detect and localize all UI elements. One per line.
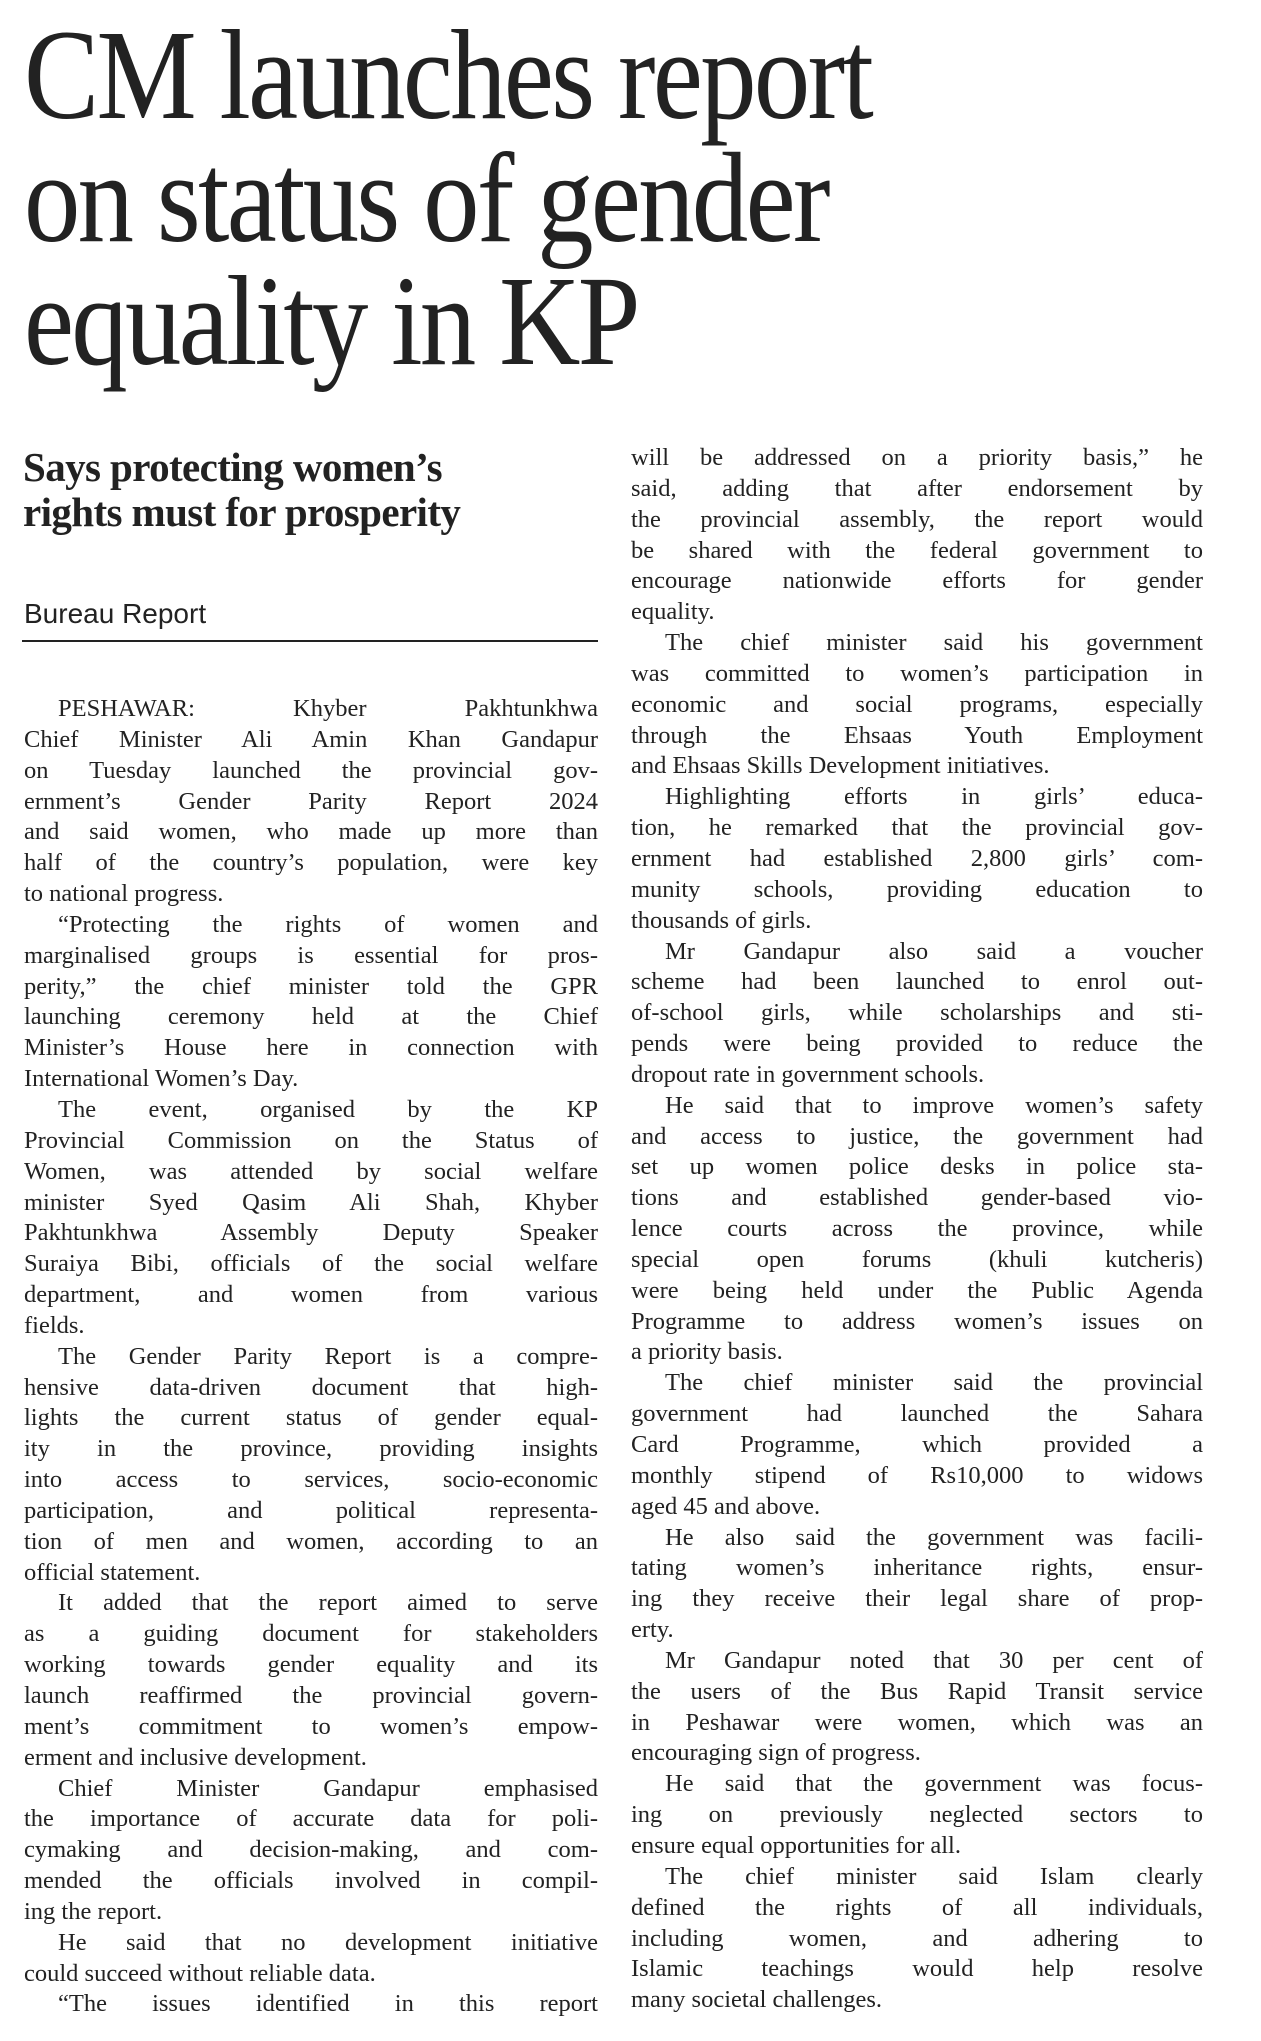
article-paragraph (631, 1862, 1203, 2016)
article-line: were being held under the Public Agenda (631, 1276, 1203, 1304)
article-line: and Ehsaas Skills Development initiatives. (631, 752, 1050, 780)
article-line: will be addressed on a priority basis,” he (631, 444, 1203, 471)
article-line: PESHAWAR: Khyber Pakhtunkhwa (58, 695, 598, 722)
article-line: He said that the government was focus- (665, 1770, 1203, 1798)
article-paragraph (24, 694, 598, 910)
article-line: set up women police desks in police sta- (631, 1153, 1203, 1181)
article-line: through the Ehsaas Youth Employment (631, 721, 1203, 749)
article-paragraph (631, 1368, 1203, 1522)
article-line: The chief minister said his government (665, 629, 1203, 657)
article-paragraph (24, 1095, 598, 1342)
article-line: Programme to address women’s issues on (631, 1307, 1203, 1335)
article-line: lence courts across the province, while (631, 1215, 1203, 1243)
article-line: monthly stipend of Rs10,000 to widows (631, 1461, 1203, 1489)
article-line: of-school girls, while scholarships and sti- (631, 999, 1203, 1027)
article-column-right (631, 443, 1203, 2016)
article-line: as a guiding document for stakeholders (24, 1620, 598, 1648)
article-line: hensive data-driven document that high- (24, 1373, 598, 1401)
article-line: erment and inclusive development. (24, 1743, 367, 1771)
article-line: and access to justice, the government had (631, 1122, 1203, 1150)
article-line: said, adding that after endorsement by (631, 474, 1203, 502)
article-paragraph (24, 1774, 598, 1928)
article-line: on Tuesday launched the provincial gov- (24, 756, 598, 784)
article-line: tion, he remarked that the provincial gov- (631, 814, 1203, 842)
article-line: encouraging sign of progress. (631, 1739, 921, 1767)
article-line: ing they receive their legal share of prop- (631, 1585, 1203, 1613)
article-line: economic and social programs, especially (631, 690, 1203, 718)
article-paragraph (24, 1928, 598, 1990)
article-line: tions and established gender-based vio- (631, 1184, 1203, 1212)
article-line: munity schools, providing education to (631, 875, 1203, 903)
article-line: minister Syed Qasim Ali Shah, Khyber (24, 1188, 598, 1216)
article-line: scheme had been launched to enrol out- (631, 968, 1203, 996)
article-line: participation, and political representa- (24, 1496, 598, 1524)
article-paragraph (631, 1523, 1203, 1646)
article-line: encourage nationwide efforts for gender (631, 567, 1203, 595)
byline: Bureau Report (24, 598, 207, 629)
article-paragraph (631, 782, 1203, 936)
article-line: The Gender Parity Report is a compre- (58, 1342, 598, 1370)
article-line: fields. (24, 1311, 85, 1339)
article-line: defined the rights of all individuals, (631, 1893, 1203, 1921)
article-line: ernment had established 2,800 girls’ com- (631, 844, 1203, 872)
article-line: Mr Gandapur noted that 30 per cent of (665, 1646, 1203, 1674)
article-paragraph (631, 443, 1203, 628)
article-paragraph (631, 628, 1203, 782)
headline-line: on status of gender (24, 127, 828, 269)
article-line: tion of men and women, according to an (24, 1527, 598, 1555)
article-line: department, and women from various (24, 1281, 598, 1309)
article-line: lights the current status of gender equal- (24, 1404, 598, 1432)
article-line: He said that to improve women’s safety (665, 1091, 1203, 1119)
article-line: ity in the province, providing insights (24, 1435, 598, 1463)
headline (24, 4, 872, 392)
article-line: ernment’s Gender Parity Report 2024 (24, 787, 598, 815)
article-line: working towards gender equality and its (24, 1651, 598, 1679)
article-line: launching ceremony held at the Chief (24, 1003, 598, 1031)
article-paragraph (24, 1588, 598, 1773)
article-paragraph (631, 1769, 1203, 1862)
headline-line: equality in KP (24, 250, 638, 392)
article-line: He also said the government was facili- (665, 1523, 1203, 1551)
article-line: the provincial assembly, the report would (631, 505, 1203, 533)
article-line: half of the country’s population, were key (24, 849, 598, 877)
article-paragraph (24, 1989, 598, 2020)
article-line: International Women’s Day. (24, 1065, 299, 1093)
article-line: The chief minister said Islam clearly (665, 1862, 1203, 1890)
article-paragraph (631, 1091, 1203, 1369)
article-line: government had launched the Sahara (631, 1400, 1203, 1428)
article-line: dropout rate in government schools. (631, 1060, 985, 1088)
article-line: He said that no development initiative (58, 1928, 598, 1956)
article-line: The event, organised by the KP (58, 1095, 598, 1123)
article-line: “Protecting the rights of women and (58, 910, 598, 938)
article-line: Provincial Commission on the Status of (24, 1126, 598, 1154)
article-column-left (24, 694, 598, 2020)
article-line: ing on previously neglected sectors to (631, 1801, 1203, 1829)
article-line: ment’s commitment to women’s empow- (24, 1712, 598, 1740)
article-line: was committed to women’s participation in (631, 659, 1203, 687)
subheadline-line: rights must for prosperity (23, 489, 461, 535)
article-paragraph (24, 910, 598, 1095)
article-line: special open forums (khuli kutcheris) (631, 1245, 1203, 1273)
article-line: cymaking and decision-making, and com- (24, 1836, 598, 1864)
article-line: be shared with the federal government to (631, 536, 1203, 564)
article-line: ing the report. (24, 1897, 163, 1925)
byline-divider (22, 640, 598, 642)
article-line: Card Programme, which provided a (631, 1431, 1203, 1458)
article-line: Islamic teachings would help resolve (631, 1955, 1203, 1983)
article-line: Chief Minister Gandapur emphasised (58, 1774, 598, 1802)
article-line: Suraiya Bibi, officials of the social welfare (24, 1250, 598, 1278)
article-line: many societal challenges. (631, 1986, 883, 2014)
subheadline (23, 445, 460, 535)
article-paragraph (631, 937, 1203, 1091)
article-line: marginalised groups is essential for pros- (24, 941, 598, 969)
article-line: Minister’s House here in connection with (24, 1034, 598, 1062)
article-line: “The issues identified in this report (58, 1990, 598, 2018)
article-line: launch reaffirmed the provincial govern- (24, 1682, 598, 1709)
article-line: It added that the report aimed to serve (58, 1589, 598, 1617)
article-line: mended the officials involved in compil- (24, 1867, 598, 1895)
article-line: Highlighting efforts in girls’ educa- (665, 783, 1203, 811)
article-line: equality. (631, 598, 715, 626)
article-line: including women, and adhering to (631, 1924, 1203, 1952)
article-line: tating women’s inheritance rights, ensur- (631, 1554, 1203, 1582)
article-line: Mr Gandapur also said a voucher (665, 937, 1203, 965)
article-line: a priority basis. (631, 1338, 783, 1366)
article-line: perity,” the chief minister told the GPR (24, 972, 598, 1000)
article-line: could succeed without reliable data. (24, 1959, 376, 1987)
article-line: Pakhtunkhwa Assembly Deputy Speaker (24, 1219, 598, 1247)
article-line: into access to services, socio-economic (24, 1466, 598, 1494)
article-line: the importance of accurate data for poli- (24, 1805, 598, 1833)
article-line: erty. (631, 1616, 674, 1644)
article-line: Chief Minister Ali Amin Khan Gandapur (24, 725, 598, 753)
headline-line: CM launches report (24, 4, 872, 146)
article-paragraph (631, 1646, 1203, 1769)
subheadline-line: Says protecting women’s (23, 444, 442, 490)
article-line: Women, was attended by social welfare (24, 1157, 598, 1185)
article-paragraph (24, 1342, 598, 1589)
article-line: thousands of girls. (631, 906, 812, 934)
article-line: to national progress. (24, 880, 224, 908)
article-line: pends were being provided to reduce the (631, 1030, 1203, 1058)
article-line: ensure equal opportunities for all. (631, 1831, 961, 1859)
article-line: aged 45 and above. (631, 1492, 821, 1520)
article-line: the users of the Bus Rapid Transit service (631, 1677, 1203, 1705)
article-line: The chief minister said the provincial (665, 1369, 1203, 1397)
article-line: official statement. (24, 1558, 201, 1586)
article-line: and said women, who made up more than (24, 818, 598, 846)
article-line: in Peshawar were women, which was an (631, 1708, 1203, 1736)
